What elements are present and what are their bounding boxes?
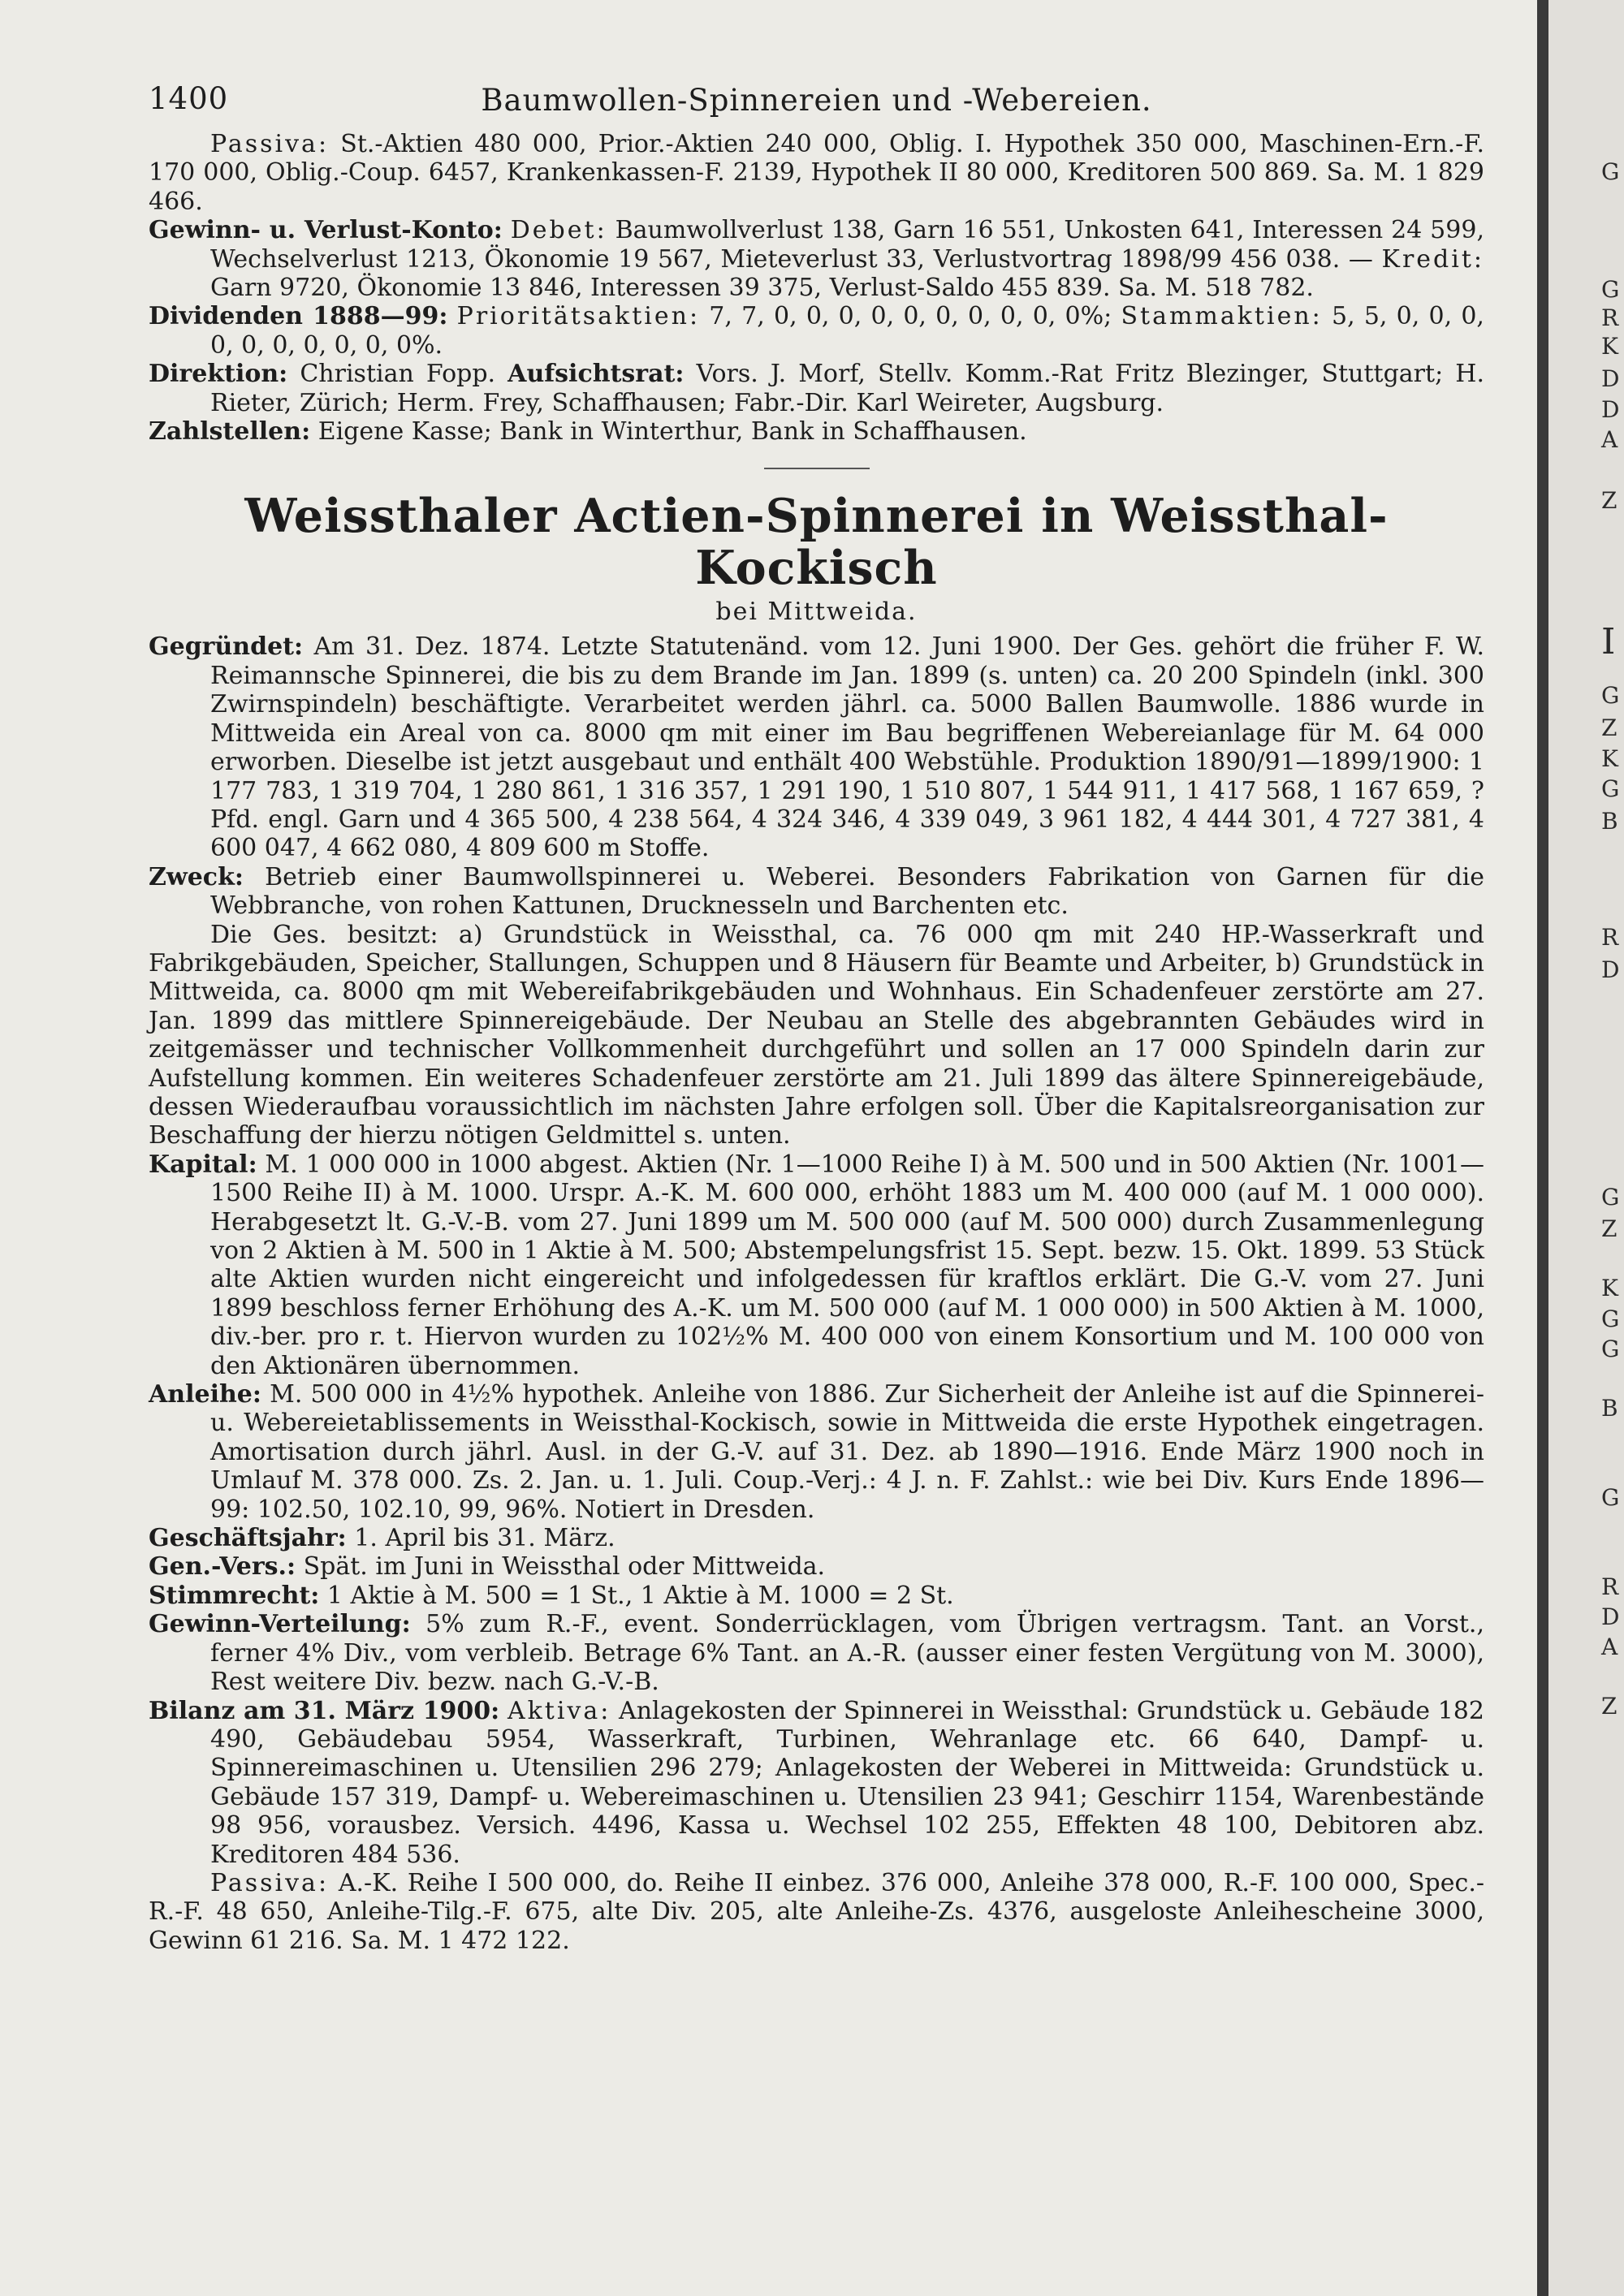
margin-letter: D [1601, 1603, 1620, 1630]
prev-direktion: Direktion: Christian Fopp. Aufsichtsrat: Vors. J. Morf, Stellv. Komm.-Rat Fritz Blezinger, Stuttgart; H. Rieter, Zürich; Herm. Frey, Schaffhausen; Fabr.-Dir. Karl Weireter, Augsburg. [149, 360, 1484, 417]
margin-letter: R [1601, 924, 1619, 951]
margin-letter: B [1601, 1395, 1618, 1422]
margin-letter: Z [1601, 487, 1618, 514]
margin-letter: G [1601, 775, 1620, 802]
section-separator [764, 468, 870, 469]
prev-zahlstellen: Zahlstellen: Eigene Kasse; Bank in Winterthur, Bank in Schaffhausen. [149, 417, 1027, 447]
prev-passiva: Passiva: St.-Aktien 480 000, Prior.-Aktien 240 000, Oblig. I. Hypothek 350 000, Maschinen-Ern.-F. 170 000, Oblig.-Coup. 6457, Krankenkassen-F. 2139, Hypothek II 80 000, Kreditoren 500 869. Sa. M. 1 829 466. [149, 130, 1484, 216]
stimmrecht-section: Stimmrecht: 1 Aktie à M. 500 = 1 St., 1 Aktie à M. 1000 = 2 St. [149, 1581, 954, 1610]
margin-letter: D [1601, 396, 1620, 423]
margin-letter: K [1601, 745, 1618, 772]
zweck-section: Zweck: Betrieb einer Baumwollspinnerei u. Weberei. Besonders Fabrikation von Garnen für die Webbranche, von rohen Kattunen, Drucknesseln und Barchenten etc. [149, 862, 1484, 921]
running-title: Baumwollen-Spinnereien und -Webereien. [481, 83, 1152, 118]
margin-letter: Z [1601, 1215, 1618, 1242]
besitz-paragraph: Die Ges. besitzt: a) Grundstück in Weissthal, ca. 76 000 qm mit 240 HP.-Wasserkraft und Fabrikgebäuden, Speicher, Stallungen, Schuppen und 8 Häusern für Beamte und Arbeiter, b) Grundstück in Mittweida, ca. 8000 qm mit Webereifabrikgebäuden und Wohnhaus. Ein Schadenfeuer zerstörte am 27. Jan. 1899 das mittlere Spinnereigebäude. Der Neubau an Stelle des abgebrannten Gebäudes wird in zeitgemässer und technischer Vollkommenheit durchgeführt und sollen an 17 000 Spindeln darin zur Aufstellung kommen. Ein weiteres Schadenfeuer zerstörte am 21. Juli 1899 das ältere Spinnereigebäude, dessen Wiederaufbau voraussichtlich im nächsten Jahre erfolgen soll. Über die Kapitalsreorganisation zur Beschaffung der hierzu nötigen Geldmittel s. unten. [149, 920, 1484, 1150]
prev-gewinn-verlust: Gewinn- u. Verlust-Konto: Debet: Baumwollverlust 138, Garn 16 551, Unkosten 641, Interessen 24 599, Wechselverlust 1213, Ökonomie 19 567, Mieteverlust 33, Verlustvortrag 1898/99 456 038. — Kredit: Garn 9720, Ökonomie 13 846, Interessen 39 375, Verlust-Saldo 455 839. Sa. M. 518 782. [149, 216, 1484, 303]
margin-letter: A [1601, 1634, 1618, 1660]
margin-letter: K [1601, 333, 1618, 360]
margin-letter: Z [1601, 1693, 1618, 1720]
page-header [149, 81, 1484, 130]
margin-letter: A [1601, 426, 1618, 453]
margin-letter: G [1601, 1306, 1620, 1332]
bilanz-section: Bilanz am 31. März 1900: Aktiva: Anlagekosten der Spinnerei in Weissthal: Grundstück u. Gebäude 182 490, Gebäudebau 5954, Wasserkraft, Turbinen, Wehranlage etc. 66 640, Dampf- u. Spinnereimaschinen u. Utensilien 296 279; Anlagekosten der Weberei in Mittweida: Grundstück u. Gebäude 157 319, Dampf- u. Webereimaschinen u. Utensilien 23 941; Geschirr 1154, Warenbestände 98 956, vorausbez. Versich. 4496, Kassa u. Wechsel 102 255, Effekten 48 100, Debitoren abz. Kreditoren 484 536. [149, 1696, 1484, 1869]
margin-letter: G [1601, 1336, 1620, 1362]
page-number: 1400 [149, 81, 229, 116]
company-subtitle: bei Mittweida. [715, 598, 918, 627]
geschaeftsjahr-section: Geschäftsjahr: 1. April bis 31. März. [149, 1524, 615, 1553]
anleihe-section: Anleihe: M. 500 000 in 4½% hypothek. Anleihe von 1886. Zur Sicherheit der Anleihe ist auf die Spinnerei- u. Webereietablissements in Weissthal-Kockisch, sowie in Mittweida die erste Hypothek eingetragen. Amortisation durch jährl. Ausl. in der G.-V. auf 31. Dez. ab 1890—1916. Ende März 1900 noch in Umlauf M. 378 000. Zs. 2. Jan. u. 1. Juli. Coup.-Verj.: 4 J. n. F. Zahlst.: wie bei Div. Kurs Ende 1896—99: 102.50, 102.10, 99, 96%. Notiert in Dresden. [149, 1380, 1484, 1524]
passiva-section: Passiva: A.-K. Reihe I 500 000, do. Reihe II einbez. 376 000, Anleihe 378 000, R.-F. 100 000, Spec.-R.-F. 48 650, Anleihe-Tilg.-F. 675, alte Div. 205, alte Anleihe-Zs. 4376, ausgeloste Anleihescheine 3000, Gewinn 61 216. Sa. M. 1 472 122. [149, 1868, 1484, 1955]
margin-letter: B [1601, 808, 1618, 835]
margin-letter: G [1601, 276, 1620, 303]
prev-dividenden: Dividenden 1888—99: Prioritätsaktien: 7, 7, 0, 0, 0, 0, 0, 0, 0, 0, 0, 0%; Stammaktien: 5, 5, 0, 0, 0, 0, 0, 0, 0, 0, 0, 0%. [149, 302, 1484, 360]
gewinn-verteilung-section: Gewinn-Verteilung: 5% zum R.-F., event. Sonderrücklagen, vom Übrigen vertragsm. Tant. an Vorst., ferner 4% Div., vom verbleib. Betrage 6% Tant. an A.-R. (ausser einer festen Vergütung von M. 3000), Rest weitere Div. bezw. nach G.-V.-B. [149, 1610, 1484, 1697]
margin-letter: Z [1601, 714, 1618, 741]
margin-letter: D [1601, 365, 1620, 392]
kapital-section: Kapital: M. 1 000 000 in 1000 abgest. Aktien (Nr. 1—1000 Reihe I) à M. 500 und in 500 Aktien (Nr. 1001—1500 Reihe II) à M. 1000. Urspr. A.-K. M. 600 000, erhöht 1883 um M. 400 000 (auf M. 1 000 000). Herabgesetzt lt. G.-V.-B. vom 27. Juni 1899 um M. 500 000 (auf M. 500 000) durch Zusammenlegung von 2 Aktien à M. 500 in 1 Aktie à M. 500; Abstempelungsfrist 15. Sept. bezw. 15. Okt. 1899. 53 Stück alte Aktien wurden nicht eingereicht und infolgedessen für kraftlos erklärt. Die G.-V. vom 27. Juni 1899 beschloss ferner Erhöhung des A.-K. um M. 500 000 (auf M. 1 000 000) in 500 Aktien à M. 1000, div.-ber. pro r. t. Hiervon wurden zu 102½% M. 400 000 von einem Konsortium und M. 100 000 von den Aktionären übernommen. [149, 1150, 1484, 1380]
margin-letter: G [1601, 158, 1620, 185]
margin-letter: K [1601, 1275, 1618, 1301]
binding-edge [1537, 0, 1548, 2296]
margin-letter: D [1601, 956, 1620, 983]
margin-letter: R [1601, 1573, 1619, 1600]
gegruendet-section: Gegründet: Am 31. Dez. 1874. Letzte Statutenänd. vom 12. Juni 1900. Der Ges. gehört die früher F. W. Reimannsche Spinnerei, die bis zu dem Brande im Jan. 1899 (s. unten) ca. 20 200 Spindeln (inkl. 300 Zwirnspindeln) beschäftigte. Verarbeitet werden jährl. ca. 5000 Ballen Baumwolle. 1886 wurde in Mittweida ein Areal von ca. 8000 qm mit einer im Bau begriffenen Webereianlage für M. 64 000 erworben. Dieselbe ist jetzt ausgebaut und enthält 400 Webstühle. Produktion 1890/91—1899/1900: 1 177 783, 1 319 704, 1 280 861, 1 316 357, 1 291 190, 1 510 807, 1 544 911, 1 417 568, 1 167 659, ? Pfd. engl. Garn und 4 365 500, 4 238 564, 4 324 346, 4 339 049, 3 961 182, 4 444 301, 4 727 381, 4 600 047, 4 662 080, 4 809 600 m Stoffe. [149, 632, 1484, 863]
margin-letter: R [1601, 304, 1619, 331]
adjacent-page-margin [1601, 0, 1624, 2296]
margin-letter: G [1601, 1184, 1620, 1211]
margin-letter: G [1601, 1484, 1620, 1511]
margin-letter: G [1601, 682, 1620, 709]
main-column [149, 81, 1484, 1955]
company-title: Weissthaler Actien-Spinnerei in Weissthal-Kockisch [244, 489, 1389, 596]
gen-vers-section: Gen.-Vers.: Spät. im Juni in Weissthal oder Mittweida. [149, 1552, 826, 1582]
margin-letter: I [1601, 621, 1616, 662]
